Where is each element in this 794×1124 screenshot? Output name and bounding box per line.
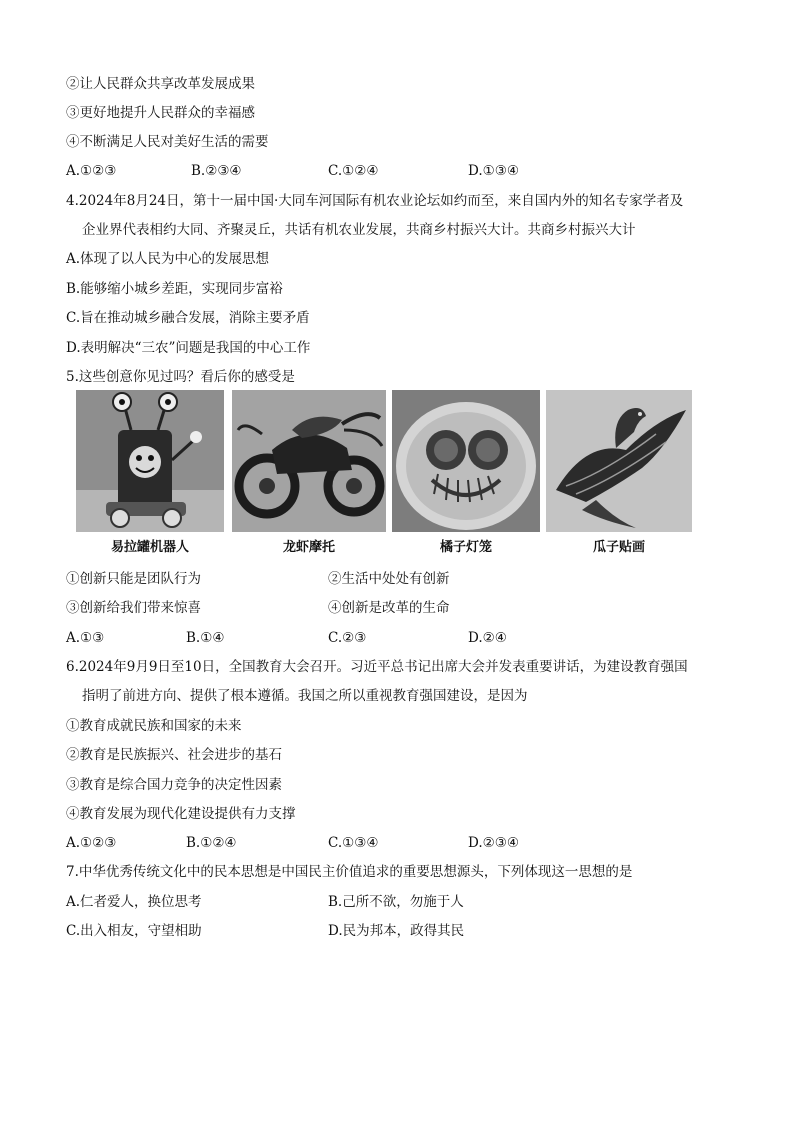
q3-option-a[interactable]: A.①②③ <box>66 163 117 179</box>
q6-option-b[interactable]: B.①②④ <box>186 835 237 851</box>
q6-item-3: ③教育是综合国力竞争的决定性因素 <box>66 777 282 793</box>
q4-option-c[interactable]: C.旨在推动城乡融合发展，消除主要矛盾 <box>66 310 310 326</box>
q3-item-4: ④不断满足人民对美好生活的需要 <box>66 134 269 150</box>
q6-item-4: ④教育发展为现代化建设提供有力支撑 <box>66 806 296 822</box>
q4-stem-line2: 企业界代表相约大同、齐聚灵丘，共话有机农业发展，共商乡村振兴大计。共商乡村振兴大计 <box>82 222 636 238</box>
q7-option-c[interactable]: C.出入相友，守望相助 <box>66 923 202 939</box>
lobster-motorcycle-photo <box>232 390 386 532</box>
q5-option-d[interactable]: D.②④ <box>468 630 507 646</box>
q6-option-c[interactable]: C.①③④ <box>328 835 379 851</box>
q4-option-d[interactable]: D.表明解决“三农”问题是我国的中心工作 <box>66 340 311 356</box>
q6-stem-line2: 指明了前进方向、提供了根本遵循。我国之所以重视教育强国建设，是因为 <box>82 688 528 704</box>
q3-item-3: ③更好地提升人民群众的幸福感 <box>66 105 255 121</box>
q5-stem: 5.这些创意你见过吗？看后你的感受是 <box>66 369 295 385</box>
q5-item-1: ①创新只能是团队行为 <box>66 571 201 587</box>
q5-option-a[interactable]: A.①③ <box>66 630 105 646</box>
q3-item-2: ②让人民群众共享改革发展成果 <box>66 76 255 92</box>
q6-stem-line1: 6.2024年9月9日至10日，全国教育大会召开。习近平总书记出席大会并发表重要讲话，为建设教育强国 <box>66 659 688 675</box>
q4-option-b[interactable]: B.能够缩小城乡差距，实现同步富裕 <box>66 281 283 297</box>
q4-option-a[interactable]: A.体现了以人民为中心的发展思想 <box>66 251 270 267</box>
q7-option-b[interactable]: B.己所不欲，勿施于人 <box>328 894 464 910</box>
caption-orange-lantern: 橘子灯笼 <box>439 540 492 555</box>
q3-option-c[interactable]: C.①②④ <box>328 163 379 179</box>
q4-stem-line1: 4.2024年8月24日，第十一届中国·大同车河国际有机农业论坛如约而至，来自国内外的知名专家学者及 <box>66 193 684 209</box>
q5-item-3: ③创新给我们带来惊喜 <box>66 600 201 616</box>
q6-item-1: ①教育成就民族和国家的未来 <box>66 718 242 734</box>
orange-lantern-photo <box>392 390 540 532</box>
q7-option-d[interactable]: D.民为邦本，政得其民 <box>328 923 465 939</box>
q3-option-d[interactable]: D.①③④ <box>468 163 519 179</box>
q5-option-c[interactable]: C.②③ <box>328 630 367 646</box>
caption-lobster-motorcycle: 龙虾摩托 <box>282 540 335 555</box>
seed-painting-photo <box>546 390 692 532</box>
q5-item-2: ②生活中处处有创新 <box>328 571 450 587</box>
q3-option-b[interactable]: B.②③④ <box>191 163 242 179</box>
q5-option-b[interactable]: B.①④ <box>186 630 225 646</box>
q5-image-row <box>76 390 692 558</box>
q5-item-4: ④创新是改革的生命 <box>328 600 450 616</box>
q7-option-a[interactable]: A.仁者爱人，换位思考 <box>66 894 202 910</box>
caption-can-robot: 易拉罐机器人 <box>110 540 189 555</box>
q6-option-a[interactable]: A.①②③ <box>66 835 117 851</box>
can-robot-photo <box>76 390 224 532</box>
caption-seed-painting: 瓜子贴画 <box>592 540 645 555</box>
q7-stem: 7.中华优秀传统文化中的民本思想是中国民主价值追求的重要思想源头，下列体现这一思想的是 <box>66 864 633 880</box>
q6-option-d[interactable]: D.②③④ <box>468 835 519 851</box>
q6-item-2: ②教育是民族振兴、社会进步的基石 <box>66 747 282 763</box>
